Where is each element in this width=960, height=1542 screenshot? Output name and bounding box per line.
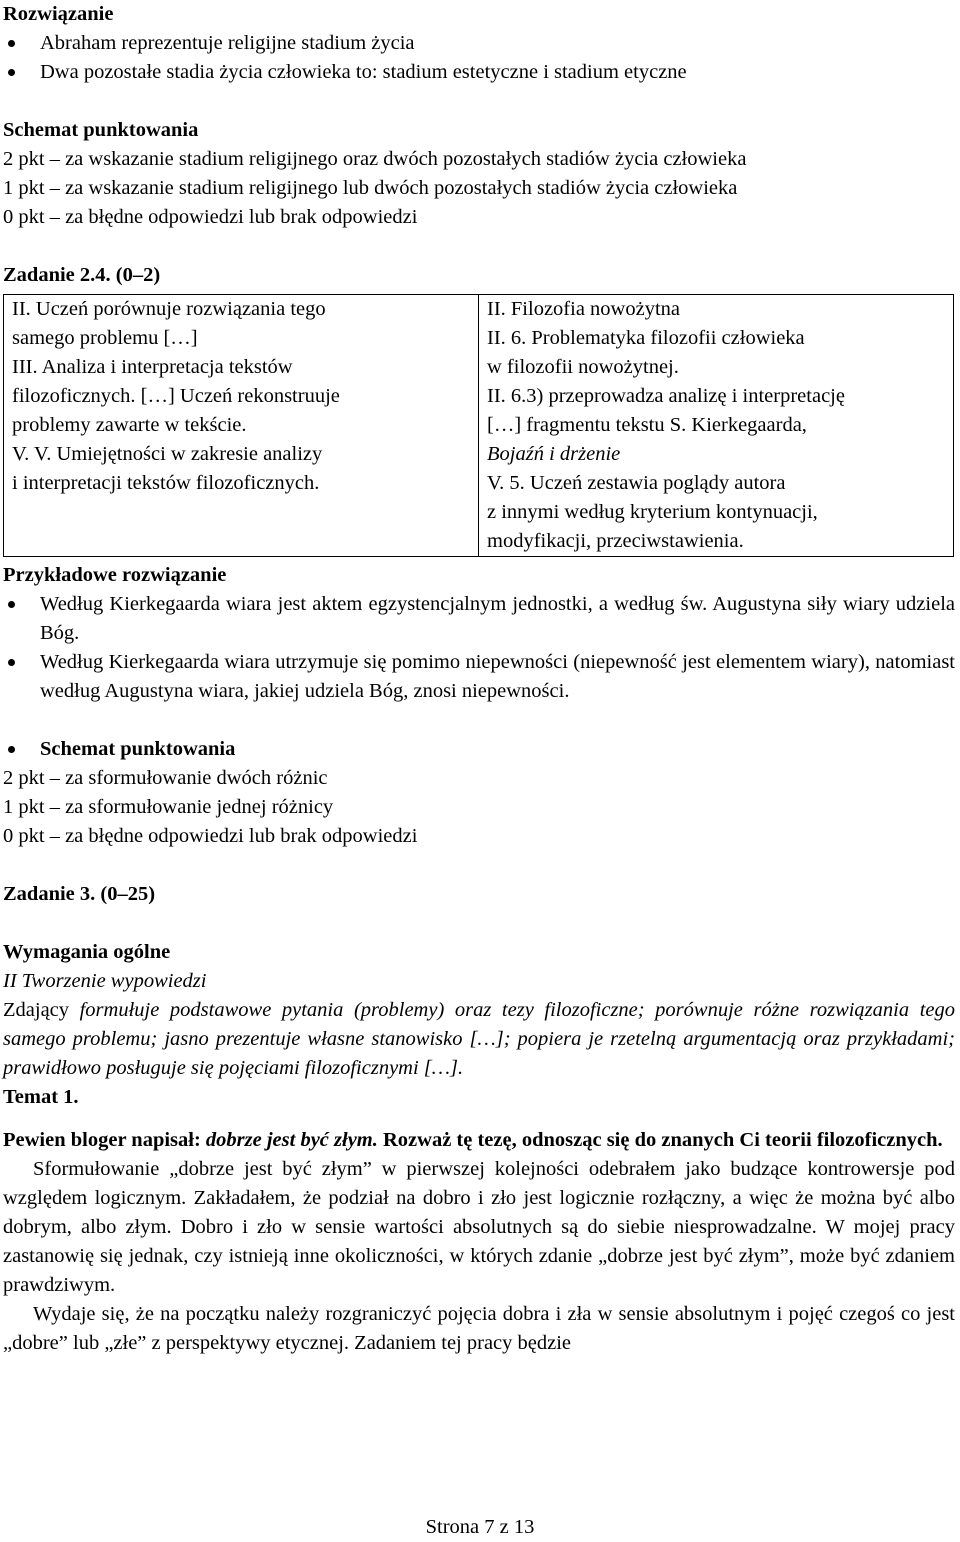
general-requirements-cell [4, 295, 479, 557]
scoring-line: 0 pkt – za błędne odpowiedzi lub brak odpowiedzi [3, 206, 418, 228]
specific-requirements-cell [479, 295, 954, 557]
list-item: Abraham reprezentuje religijne stadium życia [3, 29, 955, 58]
scoring-line: 2 pkt – za sformułowanie dwóch różnic [3, 767, 328, 789]
example-list [3, 590, 955, 706]
scoring-heading: Schemat punktowania [3, 735, 955, 764]
document-page [3, 0, 955, 1358]
example-solution-heading: Przykładowe rozwiązanie [3, 564, 227, 586]
requirements-table [3, 294, 954, 557]
table-line: problemy zawarte w tekście. [12, 414, 247, 436]
table-line: w filozofii nowożytnej. [487, 356, 679, 378]
scoring-line: 0 pkt – za błędne odpowiedzi lub brak odpowiedzi [3, 825, 418, 847]
scoring-line: 1 pkt – za wskazanie stadium religijnego lub dwóch pozostałych stadiów życia człowieka [3, 177, 738, 199]
topic-label: Temat 1. [3, 1086, 79, 1108]
list-item: Dwa pozostałe stadia życia człowieka to: stadium estetyczne i stadium etyczne [3, 58, 955, 87]
general-requirements-heading: Wymagania ogólne [3, 941, 171, 963]
scoring-bullet [3, 735, 955, 764]
list-item: Według Kierkegaarda wiara jest aktem egzystencjalnym jednostki, a według św. Augustyna siły wiary udziela Bóg. [3, 590, 955, 648]
table-line: V. 5. Uczeń zestawia poglądy autora [487, 472, 786, 494]
table-line: i interpretacji tekstów filozoficznych. [12, 472, 320, 494]
table-line: II. 6.3) przeprowadza analizę i interpretację [487, 385, 845, 407]
requirement-category: II Tworzenie wypowiedzi [3, 970, 207, 992]
table-line: modyfikacji, przeciwstawienia. [487, 530, 744, 552]
essay-paragraph: Sformułowanie „dobrze jest być złym” w pierwszej kolejności odebrałem jako budzące kontrowersje pod względem logicznym. Zakładałem, że podział na dobro i zło jest logicznie rozłączny, a więc że można być albo dobrym, albo złym. Dobro i zło w sensie wartości absolutnych są do siebie niesprowadzalne. W mojej pracy zastanowię się jednak, czy istnieją inne okoliczności, w których zdanie „dobrze jest być złym”, może być zdaniem prawdziwym. [3, 1158, 955, 1296]
table-line: […] fragmentu tekstu S. Kierkegaarda, [487, 414, 807, 436]
scoring-line: 1 pkt – za sformułowanie jednej różnicy [3, 796, 334, 818]
essay-paragraph: Wydaje się, że na początku należy rozgraniczyć pojęcia dobra i zła w sensie absolutnym i pojęć czegoś co jest „dobre” lub „złe” z perspektywy etycznej. Zadaniem tej pracy będzie [3, 1303, 955, 1354]
table-line: samego problemu […] [12, 327, 198, 349]
scoring-line: 2 pkt – za wskazanie stadium religijnego oraz dwóch pozostałych stadiów życia człowieka [3, 148, 747, 170]
table-line: II. Uczeń porównuje rozwiązania tego [12, 298, 326, 320]
scoring-heading: Schemat punktowania [3, 119, 199, 141]
task-2-4-heading: Zadanie 2.4. (0–2) [3, 264, 161, 286]
topic-text: Pewien bloger napisał: dobrze jest być złym. Rozważ tę tezę, odnosząc się do znanych Ci teorii filozoficznych. [3, 1129, 943, 1151]
table-line: V. V. Umiejętności w zakresie analizy [12, 443, 323, 465]
table-line: II. Filozofia nowożytna [487, 298, 680, 320]
table-line: III. Analiza i interpretacja tekstów [12, 356, 293, 378]
table-line: z innymi według kryterium kontynuacji, [487, 501, 818, 523]
list-item: Według Kierkegaarda wiara utrzymuje się pomimo niepewności (niepewność jest elementem wiary), natomiast według Augustyna wiara, jakiej udziela Bóg, znosi niepewności. [3, 648, 955, 706]
solution-heading: Rozwiązanie [3, 3, 114, 25]
table-line: Bojaźń i drżenie [487, 443, 621, 465]
requirement-text: Zdający formułuje podstawowe pytania (problemy) oraz tezy filozoficzne; porównuje różne rozwiązania tego samego problemu; jasno prezentuje własne stanowisko […]; popiera je rzetelną argumentacją oraz przykładami; prawidłowo posługuje się pojęciami filozoficznymi […]. [3, 999, 955, 1079]
task-3-heading: Zadanie 3. (0–25) [3, 883, 156, 905]
table-line: filozoficznych. […] Uczeń rekonstruuje [12, 385, 340, 407]
page-number: Strona 7 z 13 [425, 1516, 535, 1538]
solution-list [3, 29, 955, 87]
table-line: II. 6. Problematyka filozofii człowieka [487, 327, 805, 349]
